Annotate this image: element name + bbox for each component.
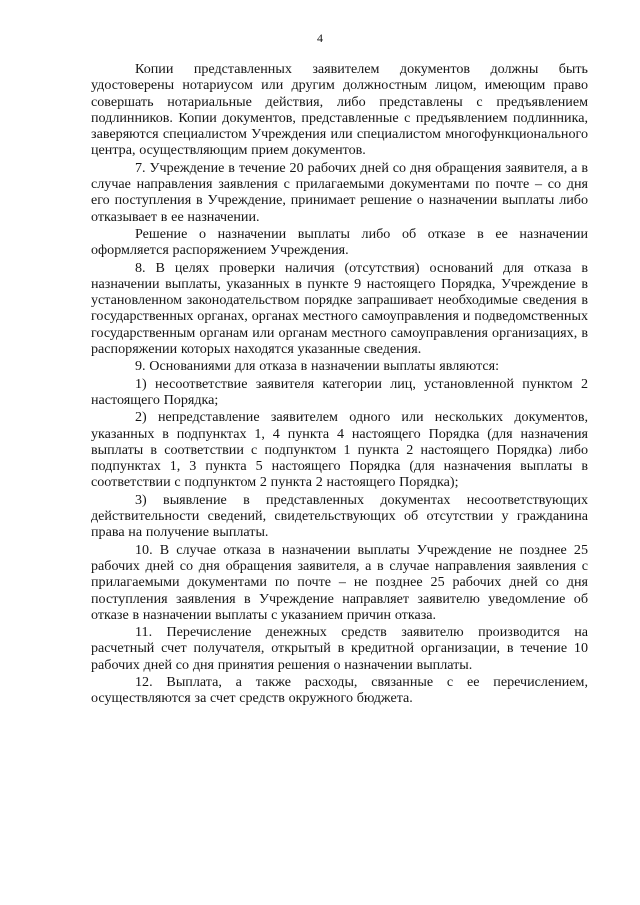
- paragraph-item-8: 8. В целях проверки наличия (отсутствия) оснований для отказа в назначении выплаты, указанных в пункте 9 настоящего Порядка, Учреждение в установленном законодательством порядке запрашивает необходимые сведения в государственных органах, органах местного самоуправления и подведомственных государственным органам или органам местного самоуправления организациях, в распоряжении которых находятся указанные сведения.: [91, 259, 588, 358]
- paragraph-item-11: 11. Перечисление денежных средств заявителю производится на расчетный счет получателя, открытый в кредитной организации, в течение 10 рабочих дней со дня принятия решения о назначении выплаты.: [91, 624, 588, 673]
- paragraph-copies-certification: Копии представленных заявителем документов должны быть удостоверены нотариусом или другим должностным лицом, имеющим право совершать нотариальные действия, либо представлены с предъявлением подлинников. Копии документов, представленные с предъявлением подлинника, заверяются специалистом Учреждения или специалистом многофункционального центра, осуществляющим прием документов.: [91, 61, 588, 159]
- paragraph-item-9-sub-2: 2) непредставление заявителем одного или нескольких документов, указанных в подпунктах 1, 4 пункта 4 настоящего Порядка (для назначения выплаты в соответствии с подпунктом 1 пункта 2 настоящего Порядка) либо подпунктах 1, 3 пункта 5 настоящего Порядка (для назначения выплаты в соответствии с подпунктом 2 пункта 2 настоящего Порядка);: [91, 409, 588, 491]
- paragraph-item-7: 7. Учреждение в течение 20 рабочих дней со дня обращения заявителя, а в случае направления заявления с прилагаемыми документами по почте – со дня его поступления в Учреждение, принимает решение о назначении выплаты либо отказывает в ее назначении.: [91, 159, 588, 225]
- paragraph-item-9-sub-3: 3) выявление в представленных документах несоответствующих действительности сведений, свидетельствующих об отсутствии у гражданина права на получение выплаты.: [91, 491, 588, 541]
- paragraph-item-12: 12. Выплата, а также расходы, связанные с ее перечислением, осуществляются за счет средств окружного бюджета.: [91, 673, 588, 707]
- paragraph-decision-order: Решение о назначении выплаты либо об отказе в ее назначении оформляется распоряжением Учреждения.: [91, 225, 588, 259]
- paragraph-item-10: 10. В случае отказа в назначении выплаты Учреждение не позднее 25 рабочих дней со дня обращения заявителя, а в случае направления заявления с прилагаемыми документами по почте – не позднее 25 рабочих дней со дня поступления заявления в Учреждение направляет заявителю уведомление об отказе в назначении выплаты с указанием причин отказа.: [91, 541, 588, 623]
- page-number: 4: [317, 31, 323, 45]
- paragraph-item-9-sub-1: 1) несоответствие заявителя категории лиц, установленной пунктом 2 настоящего Порядка;: [91, 375, 588, 408]
- document-body: [91, 61, 588, 708]
- paragraph-item-9: 9. Основаниями для отказа в назначении выплаты являются:: [135, 358, 500, 375]
